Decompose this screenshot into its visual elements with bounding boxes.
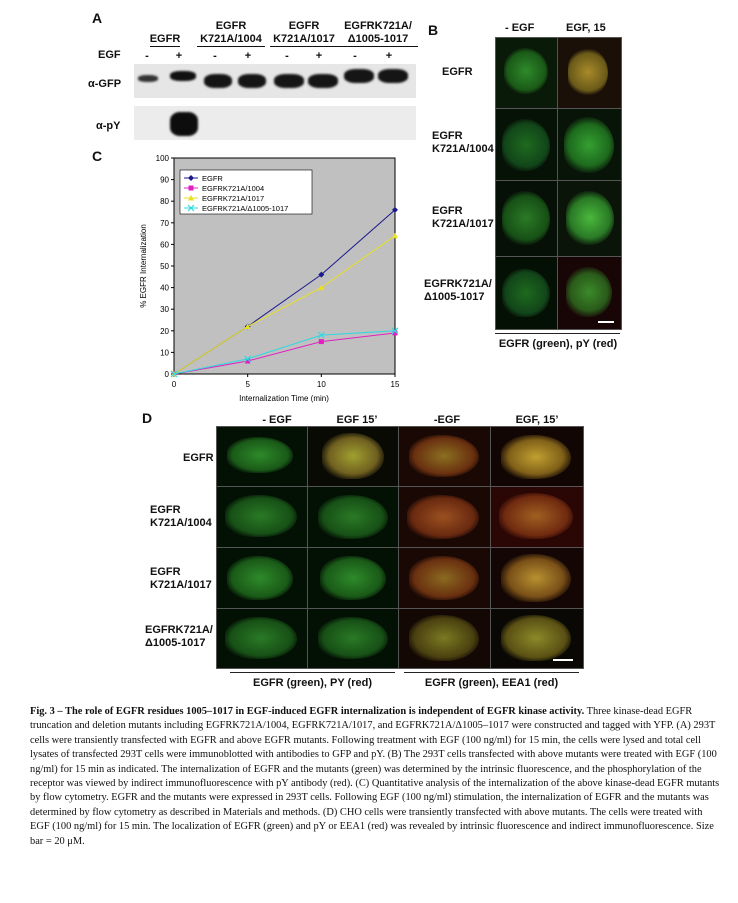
y-tick-label: 60 bbox=[160, 240, 169, 250]
micrograph-d-2-4 bbox=[490, 486, 584, 548]
panel-d-row-4-label bbox=[145, 624, 213, 650]
panel-d-row-2-line2: K721A/1004 bbox=[150, 517, 212, 529]
panel-d-col-header-1: - EGF bbox=[262, 414, 292, 426]
y-tick-label: 90 bbox=[160, 175, 169, 185]
panel-d-row-2-line1: EGFR bbox=[150, 504, 181, 516]
micrograph-b-2-1 bbox=[495, 108, 559, 182]
panel-b-row-2-label bbox=[432, 130, 494, 156]
blot-col-2-line2: K721A/1004 bbox=[197, 33, 265, 47]
sign-8: + bbox=[385, 50, 393, 62]
panel-d-footer-line-2 bbox=[404, 672, 579, 673]
panel-a-letter: A bbox=[92, 10, 103, 26]
x-axis-ticks bbox=[172, 374, 400, 389]
panel-d-footer-line-1 bbox=[230, 672, 395, 673]
blot-col-1-line1: EGFR bbox=[149, 33, 181, 45]
panel-d-row-3-label bbox=[150, 566, 212, 592]
panel-b-col-header-2: EGF, 15 bbox=[566, 22, 606, 34]
legend-entry-1: EGFR bbox=[202, 174, 223, 183]
scale-bar bbox=[553, 659, 573, 661]
band bbox=[138, 75, 158, 82]
panel-d-row-2-label bbox=[150, 504, 212, 530]
panel-c-letter: C bbox=[92, 148, 103, 164]
py-blot-label: α-pY bbox=[96, 120, 121, 132]
band bbox=[378, 69, 408, 83]
sign-4: + bbox=[244, 50, 252, 62]
micrograph-b-3-1 bbox=[495, 180, 559, 258]
blot-col-3-line2: K721A/1017 bbox=[270, 33, 338, 47]
panel-d-row-4-line1: EGFRK721A/ bbox=[145, 624, 213, 636]
micrograph-b-4-1 bbox=[495, 256, 559, 330]
panel-d-letter: D bbox=[142, 410, 153, 426]
panel-b-footer: EGFR (green), pY (red) bbox=[498, 338, 618, 350]
caption-body: Three kinase-dead EGFR truncation and deletion mutants including EGFRK721A/1004, EGFRK721A/1017, and EGFRK721A/Δ1005–1017 were constructed and tagged with YFP. (A) 293T cells were transiently transfected with EGFR and above EGFR mutants. Following treatment with EGF (100 ng/ml) for 15 min, the cells were lysed and total cell lysates of transfected 293T cells were immunoblotted with antibodies to GFP and pY. (B) The 293T cells transfected with above mutants were treated with EGF (100 ng/ml) for 15 min as indicated. The internalization of EGFR and the mutants (green) was determined by the intrinsic fluorescence, and the phosphorylation of the receptor was viewed by indirect immunofluorescence with pY antibody (red). (C) Quantitative analysis of the internalization of the above kinase-dead EGFR mutants by flow cytometry. EGFR and the mutants were expressed in 293T cells. Following EGF (100 ng/ml) stimulation, the internalization of EGFR and the mutants was determined by flow cytometry as described in Materials and methods. (D) CHO cells were transiently transfected with above mutants. The cells were treated with EGF (100 ng/ml) for 15 min. The localization of EGFR (green) and pY or EEA1 (red) was revealed by intrinsic fluorescence and indirect immunofluorescence. Size bar = 20 μM. bbox=[30, 706, 720, 847]
y-tick-label: 30 bbox=[160, 305, 169, 315]
band bbox=[274, 74, 304, 88]
y-tick-label: 10 bbox=[160, 348, 169, 358]
micrograph-d-4-1 bbox=[216, 608, 309, 669]
blot-col-4-line2: Δ1005-1017 bbox=[338, 33, 418, 47]
band bbox=[308, 74, 338, 88]
x-tick-label: 10 bbox=[316, 380, 326, 389]
panel-b-col-header-1: - EGF bbox=[505, 22, 535, 34]
sign-2: + bbox=[175, 50, 183, 62]
data-point bbox=[319, 339, 324, 344]
y-tick-label: 50 bbox=[160, 262, 169, 271]
micrograph-d-2-1 bbox=[216, 486, 309, 548]
micrograph-b-3-2 bbox=[557, 180, 622, 258]
micrograph-d-1-3 bbox=[398, 426, 492, 487]
panel-b-letter: B bbox=[428, 22, 439, 38]
blot-col-3-line1: EGFR bbox=[288, 20, 320, 32]
band bbox=[238, 74, 266, 88]
panel-b-row-3-line1: EGFR bbox=[432, 205, 463, 217]
y-tick-label: 70 bbox=[160, 218, 169, 228]
panel-d-col-header-2: EGF 15’ bbox=[336, 414, 378, 426]
legend-entry-3: EGFRK721A/1017 bbox=[202, 194, 265, 203]
micrograph-d-3-2 bbox=[307, 547, 400, 609]
panel-d-footer-2: EGFR (green), EEA1 (red) bbox=[424, 677, 559, 689]
legend-entry-4: EGFRK721A/Δ1005-1017 bbox=[202, 204, 289, 213]
panel-b-row-2-line1: EGFR bbox=[432, 130, 463, 142]
sign-1: - bbox=[145, 50, 149, 62]
blot-col-1-label bbox=[140, 33, 190, 47]
panel-b-row-2-line2: K721A/1004 bbox=[432, 143, 494, 155]
figure-caption bbox=[30, 705, 720, 849]
micrograph-d-3-1 bbox=[216, 547, 309, 609]
x-tick-label: 0 bbox=[171, 380, 177, 389]
gfp-blot-label: α-GFP bbox=[88, 78, 122, 90]
y-tick-label: 20 bbox=[160, 326, 169, 336]
blot-col-4-label bbox=[338, 20, 418, 47]
panel-d-row-4-line2: Δ1005-1017 bbox=[145, 637, 206, 649]
blot-col-2-line1: EGFR bbox=[215, 20, 247, 32]
panel-d-col-header-3: -EGF bbox=[433, 414, 461, 426]
panel-b-footer-line bbox=[495, 333, 620, 334]
panel-d-footer-1: EGFR (green), PY (red) bbox=[253, 677, 372, 689]
band bbox=[344, 69, 374, 83]
micrograph-d-4-4 bbox=[490, 608, 584, 669]
micrograph-d-2-2 bbox=[307, 486, 400, 548]
y-tick-label: 0 bbox=[164, 370, 169, 379]
sign-3: - bbox=[213, 50, 217, 62]
y-tick-label: 100 bbox=[155, 154, 169, 163]
panel-b-row-3-line2: K721A/1017 bbox=[432, 218, 494, 230]
micrograph-d-4-3 bbox=[398, 608, 492, 669]
micrograph-d-3-3 bbox=[398, 547, 492, 609]
scale-bar bbox=[598, 321, 614, 323]
micrograph-d-1-1 bbox=[216, 426, 309, 487]
y-tick-label: 80 bbox=[160, 197, 169, 207]
panel-d-col-header-4: EGF, 15’ bbox=[515, 414, 559, 426]
band bbox=[170, 71, 196, 81]
micrograph-b-1-1 bbox=[495, 37, 559, 109]
sign-6: + bbox=[315, 50, 323, 62]
micrograph-d-1-4 bbox=[490, 426, 584, 487]
py-blot-strip bbox=[134, 106, 416, 140]
blot-col-3-label bbox=[270, 20, 338, 47]
y-tick-label: 40 bbox=[160, 283, 169, 293]
micrograph-b-4-2 bbox=[557, 256, 622, 330]
panel-b-row-4-label bbox=[424, 278, 492, 304]
egf-row-label: EGF bbox=[98, 49, 121, 61]
panel-b-row-4-line2: Δ1005-1017 bbox=[424, 291, 485, 303]
blot-col-4-line1: EGFRK721A/ bbox=[344, 20, 412, 32]
x-tick-label: 15 bbox=[390, 380, 400, 389]
panel-d-row-3-line2: K721A/1017 bbox=[150, 579, 212, 591]
blot-col-2-label bbox=[197, 20, 265, 47]
panel-d-row-1-line1: EGFR bbox=[183, 452, 214, 464]
caption-lead: Fig. 3 – The role of EGFR residues 1005–1017 in EGF-induced EGFR internalization is independent of EGFR kinase activity. bbox=[30, 706, 585, 717]
micrograph-d-3-4 bbox=[490, 547, 584, 609]
panel-b-row-1-label bbox=[442, 66, 473, 79]
y-axis-label: % EGFR Internalization bbox=[139, 224, 148, 308]
band bbox=[204, 74, 232, 88]
sign-7: - bbox=[353, 50, 357, 62]
micrograph-d-1-2 bbox=[307, 426, 400, 487]
micrograph-b-2-2 bbox=[557, 108, 622, 182]
panel-d-row-3-line1: EGFR bbox=[150, 566, 181, 578]
panel-b-row-1-line1: EGFR bbox=[442, 66, 473, 78]
y-axis-ticks bbox=[156, 154, 174, 379]
panel-b-row-4-line1: EGFRK721A/ bbox=[424, 278, 492, 290]
chart-legend bbox=[180, 170, 312, 214]
internalization-chart bbox=[130, 150, 410, 410]
panel-d-row-1-label bbox=[183, 452, 214, 465]
x-tick-label: 5 bbox=[245, 380, 250, 389]
micrograph-b-1-2 bbox=[557, 37, 622, 109]
panel-b-row-3-label bbox=[432, 205, 494, 231]
band bbox=[170, 112, 198, 136]
micrograph-d-2-3 bbox=[398, 486, 492, 548]
gfp-blot-strip bbox=[134, 64, 416, 98]
x-axis-label: Internalization Time (min) bbox=[239, 394, 329, 403]
micrograph-d-4-2 bbox=[307, 608, 400, 669]
data-point bbox=[189, 186, 194, 191]
legend-entry-2: EGFRK721A/1004 bbox=[202, 184, 265, 193]
sign-5: - bbox=[285, 50, 289, 62]
